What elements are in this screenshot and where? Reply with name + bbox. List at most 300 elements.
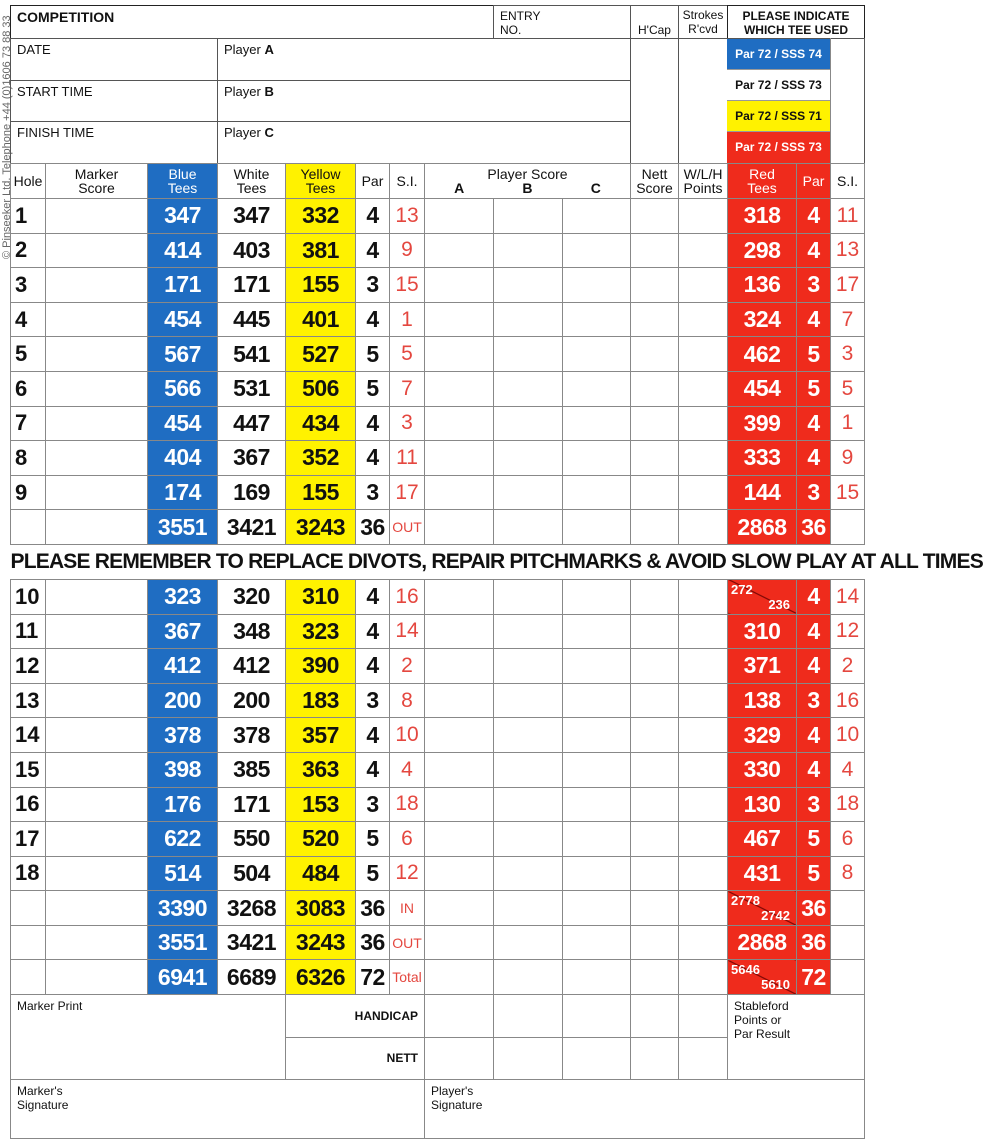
wlh-points-cell[interactable] <box>679 268 728 303</box>
nett-b-cell[interactable] <box>494 1037 563 1080</box>
red-tee-yardage: 399 <box>728 406 797 441</box>
white-tee-yardage: 378 <box>218 718 286 753</box>
hole-row <box>11 752 865 787</box>
red-par-value: 4 <box>797 752 831 787</box>
nett-score-cell[interactable] <box>631 475 679 510</box>
marker-score-cell[interactable] <box>46 752 148 787</box>
wlh-points-cell[interactable] <box>679 406 728 441</box>
player-a-score-cell[interactable] <box>425 718 494 753</box>
stroke-index: 1 <box>390 302 425 337</box>
nett-total-cell[interactable] <box>631 925 679 960</box>
player-c-score-cell[interactable] <box>563 822 631 857</box>
yellow-tee-yardage: 332 <box>286 199 356 234</box>
yellow-tee-yardage: 363 <box>286 752 356 787</box>
player-a-score-cell[interactable] <box>425 752 494 787</box>
handicap-wlh-cell[interactable] <box>679 995 728 1038</box>
player-b-score-cell[interactable] <box>494 268 563 303</box>
yellow-tee-yardage: 506 <box>286 371 356 406</box>
red-par-value: 4 <box>797 302 831 337</box>
col-nett: Nett Score <box>631 164 679 199</box>
finish-time-label: FINISH TIME <box>17 125 95 140</box>
player-a-score-cell[interactable] <box>425 302 494 337</box>
blue-tee-yardage: 622 <box>148 822 218 857</box>
player-c-score-cell[interactable] <box>563 579 631 614</box>
red-yardage-main: 5646 <box>731 962 760 978</box>
hole-number: 14 <box>11 718 46 753</box>
red-stroke-index: 1 <box>831 406 865 441</box>
nett-score-cell[interactable] <box>631 787 679 822</box>
stroke-index: 12 <box>390 856 425 891</box>
nett-total-cell[interactable] <box>631 891 679 926</box>
red-par-value: 5 <box>797 337 831 372</box>
player-a-score-cell[interactable] <box>425 822 494 857</box>
marker-score-cell[interactable] <box>46 787 148 822</box>
player-a-score-cell[interactable] <box>425 475 494 510</box>
total-blank <box>11 960 46 995</box>
par-total: 36 <box>356 891 390 926</box>
hcap-input-column[interactable] <box>630 38 679 164</box>
white-tee-yardage: 348 <box>218 614 286 649</box>
par-total: 36 <box>356 925 390 960</box>
red-tee-yardage <box>728 960 797 995</box>
marker-total-cell[interactable] <box>46 510 148 545</box>
player-c-total-cell[interactable] <box>563 510 631 545</box>
player-label: Player <box>224 125 261 140</box>
player-c-score-cell[interactable] <box>563 302 631 337</box>
player-b-score-cell[interactable] <box>494 199 563 234</box>
player-b-total-cell[interactable] <box>494 960 563 995</box>
player-a-score-cell[interactable] <box>425 337 494 372</box>
nett-score-cell[interactable] <box>631 718 679 753</box>
yellow-tee-yardage: 352 <box>286 441 356 476</box>
par-value: 5 <box>356 371 390 406</box>
white-tee-yardage: 504 <box>218 856 286 891</box>
player-a-score-cell[interactable] <box>425 614 494 649</box>
marker-score-cell[interactable] <box>46 371 148 406</box>
player-a-score-cell[interactable] <box>425 579 494 614</box>
wlh-points-cell[interactable] <box>679 371 728 406</box>
tee-check-divider <box>830 38 831 164</box>
blue-tee-yardage: 567 <box>148 337 218 372</box>
column-header-row <box>11 164 865 199</box>
stroke-index: 11 <box>390 441 425 476</box>
red-tee-yardage: 2868 <box>728 925 797 960</box>
nett-score-cell[interactable] <box>631 822 679 857</box>
player-c-score-cell[interactable] <box>563 371 631 406</box>
red-si-blank <box>831 925 865 960</box>
player-b-score-cell[interactable] <box>494 614 563 649</box>
marker-score-cell[interactable] <box>46 406 148 441</box>
col-b: B <box>522 180 533 196</box>
blue-total: 3551 <box>148 925 218 960</box>
hole-row <box>11 441 865 476</box>
player-c-total-cell[interactable] <box>563 925 631 960</box>
player-b-total-cell[interactable] <box>494 925 563 960</box>
red-yardage-alt: 2742 <box>761 907 791 923</box>
blue-total: 3390 <box>148 891 218 926</box>
hole-number: 8 <box>11 441 46 476</box>
yellow-tee-yardage: 323 <box>286 614 356 649</box>
nett-score-cell[interactable] <box>631 233 679 268</box>
wlh-points-cell[interactable] <box>679 441 728 476</box>
red-yardage-main: 272 <box>731 581 753 597</box>
player-c-score-cell[interactable] <box>563 614 631 649</box>
nett-nett-cell[interactable] <box>631 1037 679 1080</box>
marker-score-cell[interactable] <box>46 233 148 268</box>
entry-no-field[interactable] <box>493 5 631 39</box>
player-c-field[interactable] <box>217 121 631 164</box>
player-c-score-cell[interactable] <box>563 337 631 372</box>
red-par-value: 3 <box>797 475 831 510</box>
par-value: 4 <box>356 199 390 234</box>
player-a-score-cell[interactable] <box>425 268 494 303</box>
player-c-total-cell[interactable] <box>563 960 631 995</box>
yellow-tee-yardage: 381 <box>286 233 356 268</box>
finish-time-field[interactable] <box>10 121 218 164</box>
player-b-score-cell[interactable] <box>494 406 563 441</box>
yellow-tee-yardage: 155 <box>286 268 356 303</box>
player-a-total-cell[interactable] <box>425 960 494 995</box>
hole-row <box>11 406 865 441</box>
marker-total-cell[interactable] <box>46 925 148 960</box>
par-value: 5 <box>356 337 390 372</box>
strokes-header <box>678 5 728 39</box>
player-c-score-cell[interactable] <box>563 475 631 510</box>
hole-row <box>11 302 865 337</box>
marker-score-cell[interactable] <box>46 475 148 510</box>
nett-score-cell[interactable] <box>631 268 679 303</box>
player-a-score-cell[interactable] <box>425 199 494 234</box>
hole-number: 9 <box>11 475 46 510</box>
stroke-index: 4 <box>390 752 425 787</box>
red-par-total: 36 <box>797 925 831 960</box>
wlh-points-cell[interactable] <box>679 302 728 337</box>
marker-score-cell[interactable] <box>46 579 148 614</box>
player-b-score-cell[interactable] <box>494 787 563 822</box>
red-yardage-alt: 5610 <box>761 977 791 993</box>
wlh-total-cell[interactable] <box>679 510 728 545</box>
wlh-total-cell[interactable] <box>679 925 728 960</box>
start-time-label: START TIME <box>17 84 93 99</box>
wlh-points-cell[interactable] <box>679 718 728 753</box>
stroke-index: 14 <box>390 614 425 649</box>
nett-score-cell[interactable] <box>631 856 679 891</box>
wlh-points-cell[interactable] <box>679 822 728 857</box>
yellow-total: 3083 <box>286 891 356 926</box>
player-c-score-cell[interactable] <box>563 718 631 753</box>
player-b-score-cell[interactable] <box>494 475 563 510</box>
handicap-label: HANDICAP <box>286 995 425 1038</box>
red-par-value: 4 <box>797 406 831 441</box>
handicap-a-cell[interactable] <box>425 995 494 1038</box>
player-a-score-cell[interactable] <box>425 233 494 268</box>
tee-option-blue[interactable]: Par 72 / SSS 74 <box>727 39 830 70</box>
red-yardage-main: 2778 <box>731 893 760 909</box>
par-value: 4 <box>356 614 390 649</box>
nett-total-cell[interactable] <box>631 510 679 545</box>
col-blue: Blue Tees <box>148 164 218 199</box>
total-label: IN <box>390 891 425 926</box>
stroke-index: 8 <box>390 683 425 718</box>
col-c: C <box>590 180 601 196</box>
player-a-total-cell[interactable] <box>425 925 494 960</box>
player-b-score-cell[interactable] <box>494 579 563 614</box>
hole-number: 15 <box>11 752 46 787</box>
marker-score-cell[interactable] <box>46 614 148 649</box>
stroke-index: 5 <box>390 337 425 372</box>
nett-score-cell[interactable] <box>631 649 679 684</box>
hole-row <box>11 787 865 822</box>
nett-score-cell[interactable] <box>631 302 679 337</box>
player-b-total-cell[interactable] <box>494 891 563 926</box>
nett-score-cell[interactable] <box>631 337 679 372</box>
red-par-value: 5 <box>797 371 831 406</box>
marker-score-cell[interactable] <box>46 718 148 753</box>
date-label: DATE <box>17 42 51 57</box>
player-a-total-cell[interactable] <box>425 510 494 545</box>
nett-score-cell[interactable] <box>631 579 679 614</box>
red-stroke-index: 13 <box>831 233 865 268</box>
white-total: 6689 <box>218 960 286 995</box>
nett-score-cell[interactable] <box>631 371 679 406</box>
par-value: 4 <box>356 649 390 684</box>
nett-score-cell[interactable] <box>631 441 679 476</box>
nett-a-cell[interactable] <box>425 1037 494 1080</box>
white-tee-yardage: 403 <box>218 233 286 268</box>
wlh-points-cell[interactable] <box>679 649 728 684</box>
player-letter: B <box>264 84 274 99</box>
nett-score-cell[interactable] <box>631 199 679 234</box>
yellow-total: 3243 <box>286 510 356 545</box>
player-c-score-cell[interactable] <box>563 268 631 303</box>
marker-score-cell[interactable] <box>46 649 148 684</box>
blue-tee-yardage: 412 <box>148 649 218 684</box>
player-b-total-cell[interactable] <box>494 510 563 545</box>
nett-score-cell[interactable] <box>631 752 679 787</box>
total-row <box>11 925 865 960</box>
red-si-blank <box>831 891 865 926</box>
hole-row <box>11 683 865 718</box>
nett-score-cell[interactable] <box>631 683 679 718</box>
player-b-score-cell[interactable] <box>494 822 563 857</box>
stroke-index: 13 <box>390 199 425 234</box>
player-b-field[interactable] <box>217 80 631 122</box>
blue-tee-yardage: 323 <box>148 579 218 614</box>
player-a-score-cell[interactable] <box>425 856 494 891</box>
red-tee-yardage: 2868 <box>728 510 797 545</box>
nett-wlh-cell[interactable] <box>679 1037 728 1080</box>
marker-score-cell[interactable] <box>46 683 148 718</box>
wlh-total-cell[interactable] <box>679 960 728 995</box>
white-tee-yardage: 541 <box>218 337 286 372</box>
player-c-score-cell[interactable] <box>563 683 631 718</box>
par-value: 3 <box>356 268 390 303</box>
date-field[interactable] <box>10 38 218 81</box>
red-tee-yardage: 454 <box>728 371 797 406</box>
marker-score-cell[interactable] <box>46 337 148 372</box>
wlh-points-cell[interactable] <box>679 337 728 372</box>
marker-score-cell[interactable] <box>46 302 148 337</box>
handicap-b-cell[interactable] <box>494 995 563 1038</box>
player-b-score-cell[interactable] <box>494 441 563 476</box>
blue-tee-yardage: 174 <box>148 475 218 510</box>
indicate-tee-header <box>727 5 865 39</box>
player-c-score-cell[interactable] <box>563 856 631 891</box>
yellow-tee-yardage: 484 <box>286 856 356 891</box>
tee-option-red[interactable]: Par 72 / SSS 73 <box>727 132 830 164</box>
red-stroke-index: 4 <box>831 752 865 787</box>
par-value: 5 <box>356 822 390 857</box>
player-c-score-cell[interactable] <box>563 752 631 787</box>
player-c-score-cell[interactable] <box>563 233 631 268</box>
player-signature-field[interactable]: Player's Signature <box>425 1080 865 1139</box>
stroke-index: 9 <box>390 233 425 268</box>
player-b-score-cell[interactable] <box>494 337 563 372</box>
red-tee-yardage: 144 <box>728 475 797 510</box>
player-c-score-cell[interactable] <box>563 406 631 441</box>
start-time-field[interactable] <box>10 80 218 122</box>
white-tee-yardage: 447 <box>218 406 286 441</box>
par-value: 4 <box>356 406 390 441</box>
strokes-label: Strokes R'cvd <box>682 8 724 36</box>
hole-number: 13 <box>11 683 46 718</box>
yellow-tee-yardage: 401 <box>286 302 356 337</box>
par-value: 4 <box>356 579 390 614</box>
competition-field[interactable] <box>10 5 494 39</box>
signature-row <box>11 1080 865 1139</box>
player-b-score-cell[interactable] <box>494 856 563 891</box>
white-tee-yardage: 171 <box>218 268 286 303</box>
hole-row <box>11 614 865 649</box>
total-blank <box>11 925 46 960</box>
wlh-points-cell[interactable] <box>679 233 728 268</box>
stroke-index: 10 <box>390 718 425 753</box>
total-row <box>11 891 865 926</box>
red-tee-yardage: 130 <box>728 787 797 822</box>
marker-total-cell[interactable] <box>46 891 148 926</box>
player-c-total-cell[interactable] <box>563 891 631 926</box>
hole-row <box>11 268 865 303</box>
red-par-total: 36 <box>797 510 831 545</box>
hole-number: 18 <box>11 856 46 891</box>
handicap-nett-cell[interactable] <box>631 995 679 1038</box>
strokes-input-column[interactable] <box>678 38 728 164</box>
yellow-tee-yardage: 527 <box>286 337 356 372</box>
wlh-total-cell[interactable] <box>679 891 728 926</box>
red-par-value: 5 <box>797 822 831 857</box>
marker-total-cell[interactable] <box>46 960 148 995</box>
marker-score-cell[interactable] <box>46 822 148 857</box>
stroke-index: 6 <box>390 822 425 857</box>
player-a-field[interactable] <box>217 38 631 81</box>
stableford-field[interactable]: Stableford Points or Par Result <box>728 995 865 1080</box>
par-value: 4 <box>356 718 390 753</box>
player-b-score-cell[interactable] <box>494 752 563 787</box>
par-value: 4 <box>356 752 390 787</box>
nett-score-cell[interactable] <box>631 406 679 441</box>
marker-signature-field[interactable]: Marker's Signature <box>11 1080 425 1139</box>
par-value: 4 <box>356 302 390 337</box>
player-c-score-cell[interactable] <box>563 441 631 476</box>
tee-option-white[interactable]: Par 72 / SSS 73 <box>727 70 830 101</box>
player-a-score-cell[interactable] <box>425 683 494 718</box>
wlh-points-cell[interactable] <box>679 199 728 234</box>
col-red-par: Par <box>797 164 831 199</box>
marker-score-cell[interactable] <box>46 856 148 891</box>
nett-score-cell[interactable] <box>631 614 679 649</box>
player-c-score-cell[interactable] <box>563 649 631 684</box>
nett-total-cell[interactable] <box>631 960 679 995</box>
player-b-score-cell[interactable] <box>494 302 563 337</box>
yellow-tee-yardage: 155 <box>286 475 356 510</box>
red-stroke-index: 12 <box>831 614 865 649</box>
player-a-score-cell[interactable] <box>425 371 494 406</box>
par-total: 36 <box>356 510 390 545</box>
player-c-score-cell[interactable] <box>563 199 631 234</box>
white-total: 3421 <box>218 510 286 545</box>
red-yardage-alt: 236 <box>768 596 791 612</box>
player-b-score-cell[interactable] <box>494 718 563 753</box>
yellow-tee-yardage: 310 <box>286 579 356 614</box>
marker-score-cell[interactable] <box>46 199 148 234</box>
red-tee-yardage: 324 <box>728 302 797 337</box>
red-stroke-index: 14 <box>831 579 865 614</box>
wlh-points-cell[interactable] <box>679 614 728 649</box>
blue-tee-yardage: 398 <box>148 752 218 787</box>
nett-label: NETT <box>286 1037 425 1080</box>
nett-c-cell[interactable] <box>563 1037 631 1080</box>
handicap-c-cell[interactable] <box>563 995 631 1038</box>
player-a-score-cell[interactable] <box>425 649 494 684</box>
wlh-points-cell[interactable] <box>679 579 728 614</box>
player-b-score-cell[interactable] <box>494 371 563 406</box>
tee-option-yellow[interactable]: Par 72 / SSS 71 <box>727 101 830 132</box>
total-label: OUT <box>390 510 425 545</box>
player-letter: A <box>264 42 274 57</box>
hole-row <box>11 856 865 891</box>
hole-number: 1 <box>11 199 46 234</box>
hole-number: 17 <box>11 822 46 857</box>
player-c-score-cell[interactable] <box>563 787 631 822</box>
player-b-score-cell[interactable] <box>494 233 563 268</box>
player-a-score-cell[interactable] <box>425 406 494 441</box>
wlh-points-cell[interactable] <box>679 752 728 787</box>
marker-print-field[interactable]: Marker Print <box>11 995 286 1080</box>
red-tee-yardage: 467 <box>728 822 797 857</box>
player-label: Player <box>224 84 261 99</box>
player-a-total-cell[interactable] <box>425 891 494 926</box>
marker-score-cell[interactable] <box>46 268 148 303</box>
white-total: 3421 <box>218 925 286 960</box>
par-value: 3 <box>356 475 390 510</box>
player-a-score-cell[interactable] <box>425 441 494 476</box>
player-a-score-cell[interactable] <box>425 787 494 822</box>
player-b-score-cell[interactable] <box>494 649 563 684</box>
player-score-label: Player Score <box>487 166 568 182</box>
par-value: 4 <box>356 233 390 268</box>
hole-number: 11 <box>11 614 46 649</box>
wlh-points-cell[interactable] <box>679 683 728 718</box>
wlh-points-cell[interactable] <box>679 475 728 510</box>
red-tee-yardage: 310 <box>728 614 797 649</box>
marker-score-cell[interactable] <box>46 441 148 476</box>
player-label: Player <box>224 42 261 57</box>
hole-row <box>11 233 865 268</box>
wlh-points-cell[interactable] <box>679 787 728 822</box>
player-b-score-cell[interactable] <box>494 683 563 718</box>
red-stroke-index: 11 <box>831 199 865 234</box>
wlh-points-cell[interactable] <box>679 856 728 891</box>
